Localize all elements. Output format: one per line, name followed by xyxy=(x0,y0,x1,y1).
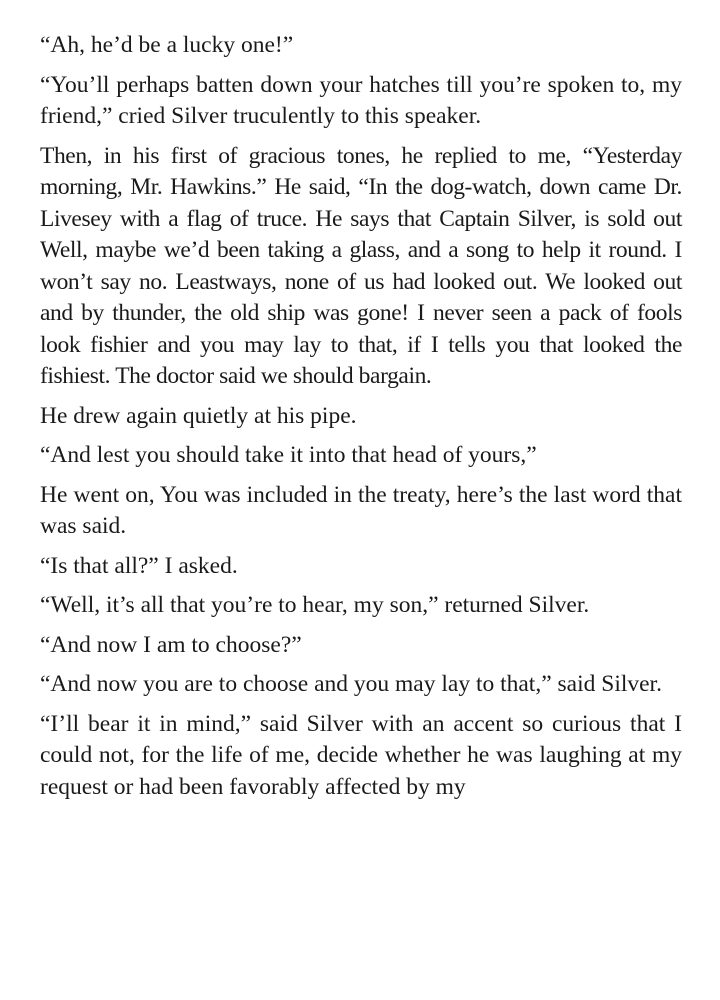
paragraph-8: “Well, it’s all that you’re to hear, my son,” returned Silver. xyxy=(40,592,590,618)
paragraph-5: “And lest you should take it into that head of yours,” xyxy=(40,442,537,468)
paragraph-10: “And now you are to choose and you may lay to that,” said Silver. xyxy=(40,671,662,697)
paragraph-7: “Is that all?” I asked. xyxy=(40,552,238,579)
paragraph-6: He went on, You was included in the treaty, here’s the last word that was said. xyxy=(40,481,682,539)
paragraph-4: He drew again quietly at his pipe. xyxy=(40,402,357,429)
paragraph-9: “And now I am to choose?” xyxy=(40,631,302,658)
paragraph-11: “I’ll bear it in mind,” said Silver with an accent so curious that I could not, for the life of me, decide whether he was laughing at my request or had been favorably affected by my xyxy=(40,710,682,800)
paragraph-2: “You’ll perhaps batten down your hatches till you’re spoken to, my friend,” cried Silver truculently to this speaker. xyxy=(40,71,682,129)
paragraph-3: Then, in his first of gracious tones, he replied to me, “Yesterday morning, Mr. Hawkins.” He said, “In the dog-watch, down came Dr. Livesey with a flag of truce. He says that Captain Silver, is sold out Well, maybe we’d been taking a glass, and a song to help it round. I won’t say no. Leastways, none of us had looked out. We looked out and by thunder, the old ship was gone! I never seen a pack of fools look fishier and you may lay to that, if I tells you that looked the fishiest. The doctor said we should bargain. xyxy=(40,142,682,389)
paragraph-1: “Ah, he’d be a lucky one!” xyxy=(40,32,294,58)
